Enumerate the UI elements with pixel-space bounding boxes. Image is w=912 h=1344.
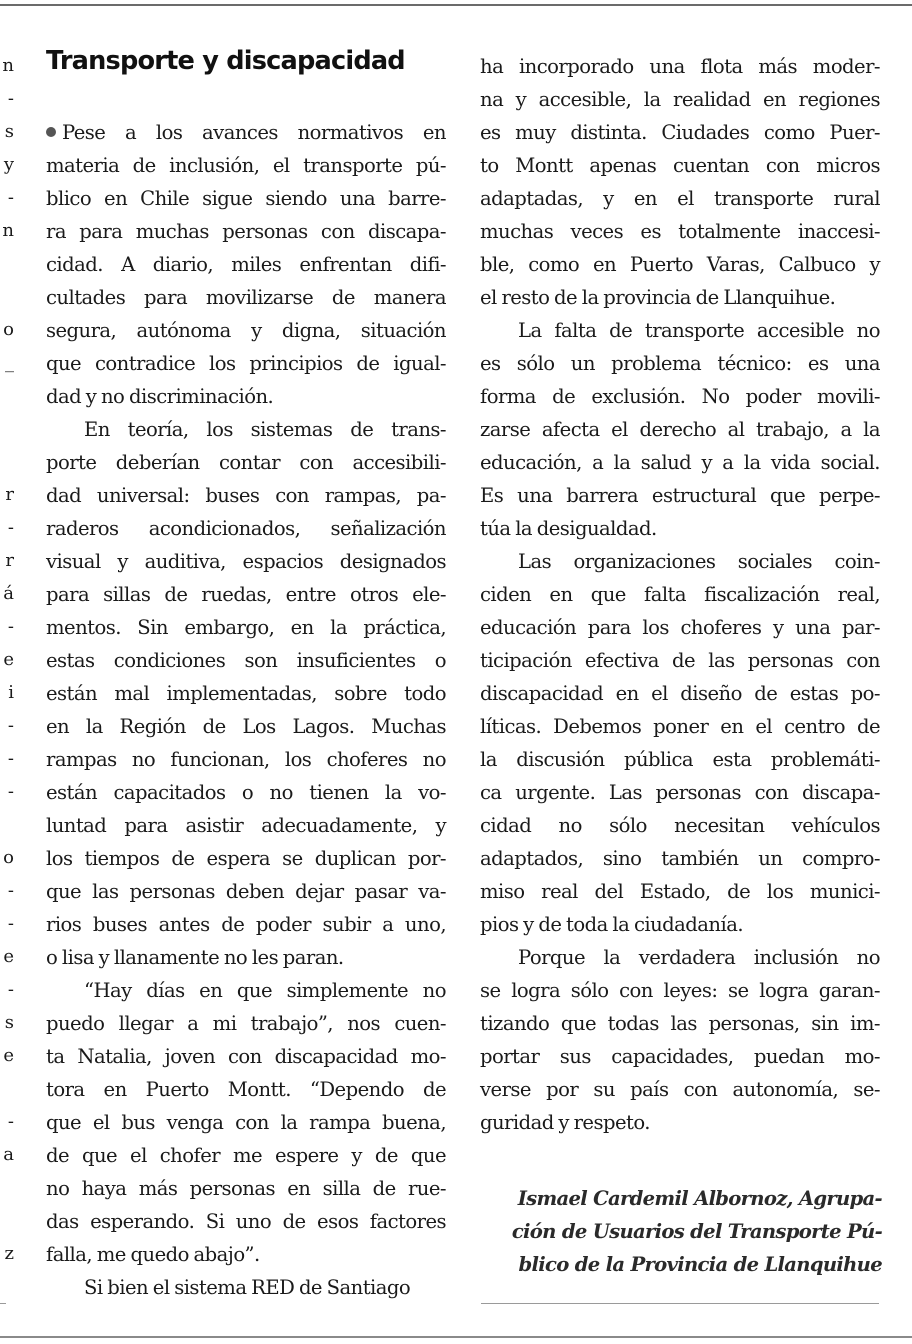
fragment-char: r [5, 484, 14, 505]
text-line: se logra sólo con leyes: se logra garan- [480, 979, 880, 1002]
fragment-char: - [7, 880, 14, 901]
text-line: falla, me quedo abajo”. [46, 1243, 260, 1266]
text-line: que contradice los principios de igual- [46, 352, 446, 375]
text-line: pios y de toda la ciudadanía. [480, 913, 744, 936]
fragment-char: e [3, 946, 14, 967]
fragment-char: r [5, 550, 14, 571]
text-line: das esperando. Si uno de esos factores [46, 1210, 446, 1233]
text-line: ra para muchas personas con discapa- [46, 220, 446, 243]
fragment-char: - [7, 781, 14, 802]
text-line: ha incorporado una flota más moder- [480, 55, 880, 78]
fragment-char: n [2, 220, 14, 241]
text-line: puedo llegar a mi trabajo”, nos cuen- [46, 1012, 446, 1035]
previous-article-end-rule [0, 1303, 6, 1304]
text-line: no haya más personas en silla de rue- [46, 1177, 446, 1200]
fragment-char: - [7, 187, 14, 208]
fragment-char: y [3, 154, 14, 175]
fragment-char: - [7, 979, 14, 1000]
text-line: Las organizaciones sociales coin- [518, 550, 880, 573]
text-line: dad universal: buses con rampas, pa- [46, 484, 446, 507]
fragment-char: - [7, 913, 14, 934]
text-line: túa la desigualdad. [480, 517, 657, 540]
author-byline: Ismael Cardemil Albornoz, Agrupa- [517, 1187, 882, 1210]
author-byline: blico de la Provincia de Llanquihue [518, 1253, 882, 1276]
text-line: ble, como en Puerto Varas, Calbuco y [480, 253, 880, 276]
page-bottom-border [0, 1336, 912, 1338]
text-line: segura, autónoma y digna, situación [46, 319, 446, 342]
text-line: En teoría, los sistemas de trans- [84, 418, 446, 441]
fragment-char: s [4, 1012, 14, 1033]
text-line: na y accesible, la realidad en regiones [480, 88, 880, 111]
text-line: que el bus venga con la rampa buena, [46, 1111, 446, 1134]
text-line: forma de exclusión. No poder movili- [480, 385, 880, 408]
text-line: zarse afecta el derecho al trabajo, a la [480, 418, 880, 441]
text-line: rios buses antes de poder subir a uno, [46, 913, 446, 936]
text-line: muchas veces es totalmente inaccesi- [480, 220, 880, 243]
text-line: cultades para movilizarse de manera [46, 286, 446, 309]
fragment-char: e [3, 1045, 14, 1066]
text-line: están capacitados o no tienen la vo- [46, 781, 446, 804]
text-line: discapacidad en el diseño de estas po- [480, 682, 880, 705]
text-line: los tiempos de espera se duplican por- [46, 847, 446, 870]
text-line: estas condiciones son insuficientes o [46, 649, 446, 672]
text-line: la discusión pública esta problemáti- [480, 748, 880, 771]
fragment-char: - [7, 517, 14, 538]
text-line: ticipación efectiva de las personas con [480, 649, 880, 672]
text-line: ciden en que falta fiscalización real, [480, 583, 880, 606]
previous-article-column-fragment [0, 0, 14, 1300]
text-line: que las personas deben dejar pasar va- [46, 880, 446, 903]
author-byline: ción de Usuarios del Transporte Pú- [511, 1220, 882, 1243]
text-line: La falta de transporte accesible no [518, 319, 880, 342]
text-line: raderos acondicionados, señalización [46, 517, 446, 540]
text-line: líticas. Debemos poner en el centro de [480, 715, 880, 738]
text-line: visual y auditiva, espacios designados [46, 550, 446, 573]
text-line: para sillas de ruedas, entre otros ele- [46, 583, 446, 606]
text-line: “Hay días en que simplemente no [84, 979, 446, 1002]
text-line: portar sus capacidades, puedan mo- [480, 1045, 880, 1068]
fragment-char: - [7, 616, 14, 637]
fragment-char: z [4, 1243, 14, 1264]
fragment-char: s [4, 121, 14, 142]
text-line: es muy distinta. Ciudades como Puer- [480, 121, 880, 144]
bullet-icon [46, 127, 56, 137]
text-line: están mal implementadas, sobre todo [46, 682, 446, 705]
text-line: adaptados, sino también un compro- [480, 847, 880, 870]
text-line: es sólo un problema técnico: es una [480, 352, 880, 375]
text-line: cidad no sólo necesitan vehículos [480, 814, 880, 837]
text-line: educación para los choferes y una par- [480, 616, 880, 639]
text-line: Si bien el sistema RED de Santiago [84, 1276, 411, 1299]
text-line: cidad. A diario, miles enfrentan difi- [46, 253, 446, 276]
text-line: verse por su país con autonomía, se- [480, 1078, 880, 1101]
text-line: materia de inclusión, el transporte pú- [46, 154, 446, 177]
fragment-char: o [3, 319, 14, 340]
text-line: educación, a la salud y a la vida social. [480, 451, 880, 474]
page-top-border [0, 4, 912, 6]
text-line: porte deberían contar con accesibili- [46, 451, 446, 474]
text-line: o lisa y llanamente no les paran. [46, 946, 344, 969]
text-line: en la Región de Los Lagos. Muchas [46, 715, 446, 738]
text-line: tizando que todas las personas, sin im- [480, 1012, 880, 1035]
text-line: adaptadas, y en el transporte rural [480, 187, 880, 210]
text-line: tora en Puerto Montt. “Dependo de [46, 1078, 446, 1101]
text-line: de que el chofer me espere y de que [46, 1144, 446, 1167]
text-line: Pese a los avances normativos en [46, 116, 446, 149]
fragment-char: á [3, 583, 14, 604]
text-line: el resto de la provincia de Llanquihue. [480, 286, 836, 309]
text-line: guridad y respeto. [480, 1111, 650, 1134]
text-line: luntad para asistir adecuadamente, y [46, 814, 446, 837]
article-headline: Transporte y discapacidad [46, 46, 405, 76]
text-line: dad y no discriminación. [46, 385, 274, 408]
article-end-rule [481, 1303, 879, 1304]
text-line: rampas no funcionan, los choferes no [46, 748, 446, 771]
fragment-char: i [8, 682, 14, 703]
text-line: ta Natalia, joven con discapacidad mo- [46, 1045, 446, 1068]
fragment-char: a [3, 1144, 14, 1165]
fragment-char: n [2, 55, 14, 76]
fragment-char: - [7, 88, 14, 109]
text-line: ca urgente. Las personas con discapa- [480, 781, 880, 804]
text-line: mentos. Sin embargo, en la práctica, [46, 616, 446, 639]
fragment-char: e [3, 649, 14, 670]
fragment-char: _ [5, 352, 14, 373]
fragment-char: - [7, 1111, 14, 1132]
fragment-char: - [7, 748, 14, 769]
text-line: Es una barrera estructural que perpe- [480, 484, 880, 507]
text-line: miso real del Estado, de los munici- [480, 880, 880, 903]
text-line: Porque la verdadera inclusión no [518, 946, 880, 969]
fragment-char: - [7, 715, 14, 736]
fragment-char: o [3, 847, 14, 868]
text-line: blico en Chile sigue siendo una barre- [46, 187, 446, 210]
text-line: to Montt apenas cuentan con micros [480, 154, 880, 177]
